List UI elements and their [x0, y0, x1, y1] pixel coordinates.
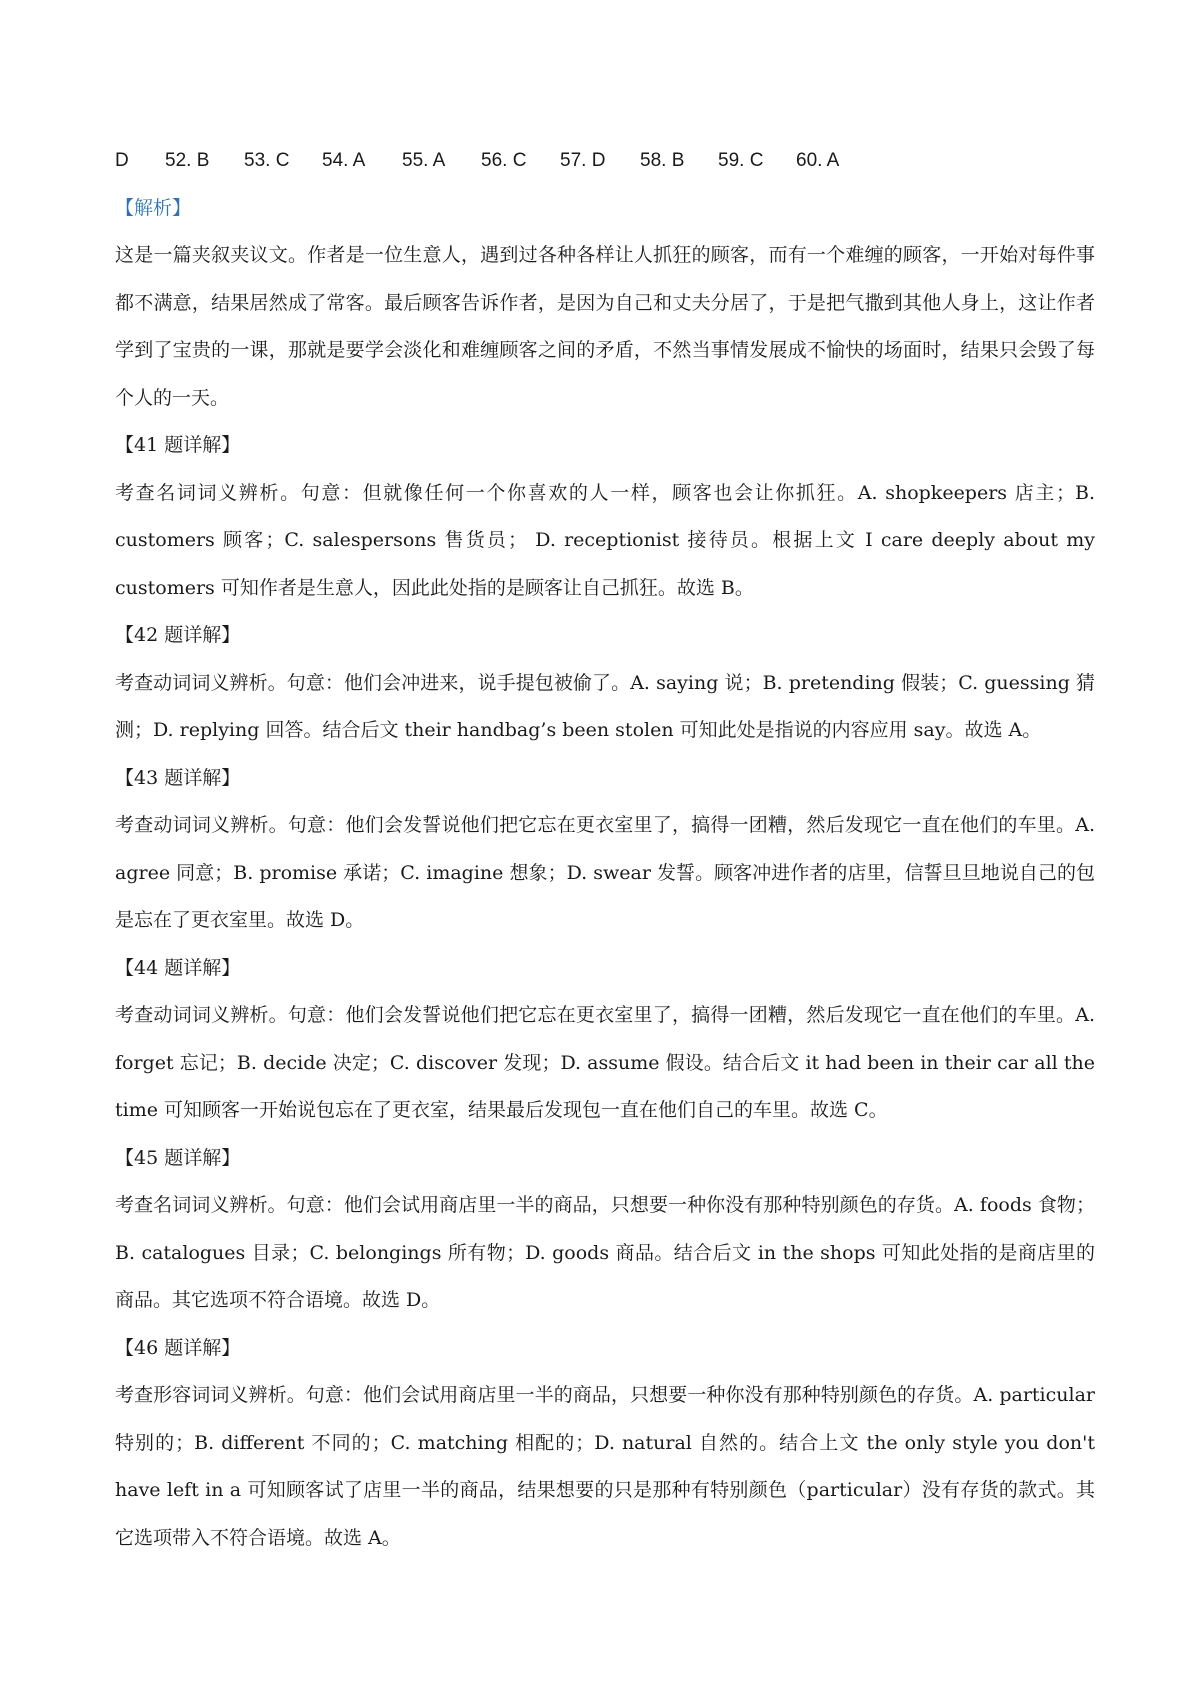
answer-item: 57. D: [560, 150, 606, 171]
answer-item: 53. C: [244, 150, 290, 171]
question-explanation: 考查动词词义辨析。句意：他们会冲进来，说手提包被偷了。A. saying 说；B. pretending 假装；C. guessing 猜测；D. replying 回答。结合后文 their handbag’s been stolen 可知此处是指说的内容应用 say。故选 A。: [115, 671, 1095, 741]
answer-item: 60. A: [796, 150, 840, 171]
question-heading: 【42 题详解】: [115, 624, 241, 646]
analysis-title: 【解析】: [115, 197, 192, 219]
answer-item: D: [115, 150, 129, 171]
question-section: [115, 612, 1095, 755]
question-explanation: 考查动词词义辨析。句意：他们会发誓说他们把它忘在更衣室里了，搞得一团糟，然后发现它一直在他们的车里。A. agree 同意；B. promise 承诺；C. imagine 想象；D. swear 发誓。顾客冲进作者的店里，信誓旦旦地说自己的包是忘在了更衣室里。故选 D。: [115, 814, 1095, 931]
question-section: [115, 945, 1095, 1135]
answer-key-row: [115, 138, 1095, 184]
question-explanation: 考查动词词义辨析。句意：他们会发誓说他们把它忘在更衣室里了，搞得一团糟，然后发现它一直在他们的车里。A. forget 忘记；B. decide 决定；C. discover 发现；D. assume 假设。结合后文 it had been in their car all the time 可知顾客一开始说包忘在了更衣室，结果最后发现包一直在他们自己的车里。故选 C。: [115, 1004, 1095, 1121]
analysis-intro: 这是一篇夹叙夹议文。作者是一位生意人，遇到过各种各样让人抓狂的顾客，而有一个难缠的顾客，一开始对每件事都不满意，结果居然成了常客。最后顾客告诉作者，是因为自己和丈夫分居了，于是把气撒到其他人身上，这让作者学到了宝贵的一课，那就是要学会淡化和难缠顾客之间的矛盾，不然当事情发展成不愉快的场面时，结果只会毁了每个人的一天。: [115, 244, 1095, 409]
answer-item: 55. A: [402, 150, 446, 171]
question-heading: 【43 题详解】: [115, 766, 241, 789]
answer-item: 56. C: [481, 150, 527, 171]
question-heading: 【46 题详解】: [115, 1336, 241, 1359]
question-section: [115, 1325, 1095, 1563]
question-explanation: 考查名词词义辨析。句意：他们会试用商店里一半的商品，只想要一种你没有那种特别颜色的存货。A. foods 食物；B. catalogues 目录；C. belongings 所有物；D. goods 商品。结合后文 in the shops 可知此处指的是商店里的商品。其它选项不符合语境。故选 D。: [115, 1194, 1095, 1311]
answer-item: 52. B: [165, 150, 210, 171]
question-section: [115, 1135, 1095, 1325]
question-explanation: 考查名词词义辨析。句意：但就像任何一个你喜欢的人一样，顾客也会让你抓狂。A. shopkeepers 店主；B. customers 顾客；C. salespersons 售货员； D. receptionist 接待员。根据上文 I care deeply about my customers 可知作者是生意人，因此此处指的是顾客让自己抓狂。故选 B。: [115, 481, 1095, 599]
question-heading: 【45 题详解】: [115, 1146, 241, 1169]
answer-item: 54. A: [322, 150, 366, 171]
document-page: [115, 138, 1095, 1562]
answer-item: 59. C: [718, 150, 764, 171]
question-section: [115, 755, 1095, 945]
question-explanation: 考查形容词词义辨析。句意：他们会试用商店里一半的商品，只想要一种你没有那种特别颜色的存货。A. particular 特别的；B. different 不同的；C. matching 相配的；D. natural 自然的。结合上文 the only style you don't have left in a 可知顾客试了店里一半的商品，结果想要的只是那种有特别颜色（particular）没有存货的款式。其它选项带入不符合语境。故选 A。: [115, 1384, 1095, 1549]
question-section: [115, 422, 1095, 612]
question-heading: 【41 题详解】: [115, 434, 241, 456]
answer-item: 58. B: [640, 150, 685, 171]
question-heading: 【44 题详解】: [115, 956, 241, 979]
